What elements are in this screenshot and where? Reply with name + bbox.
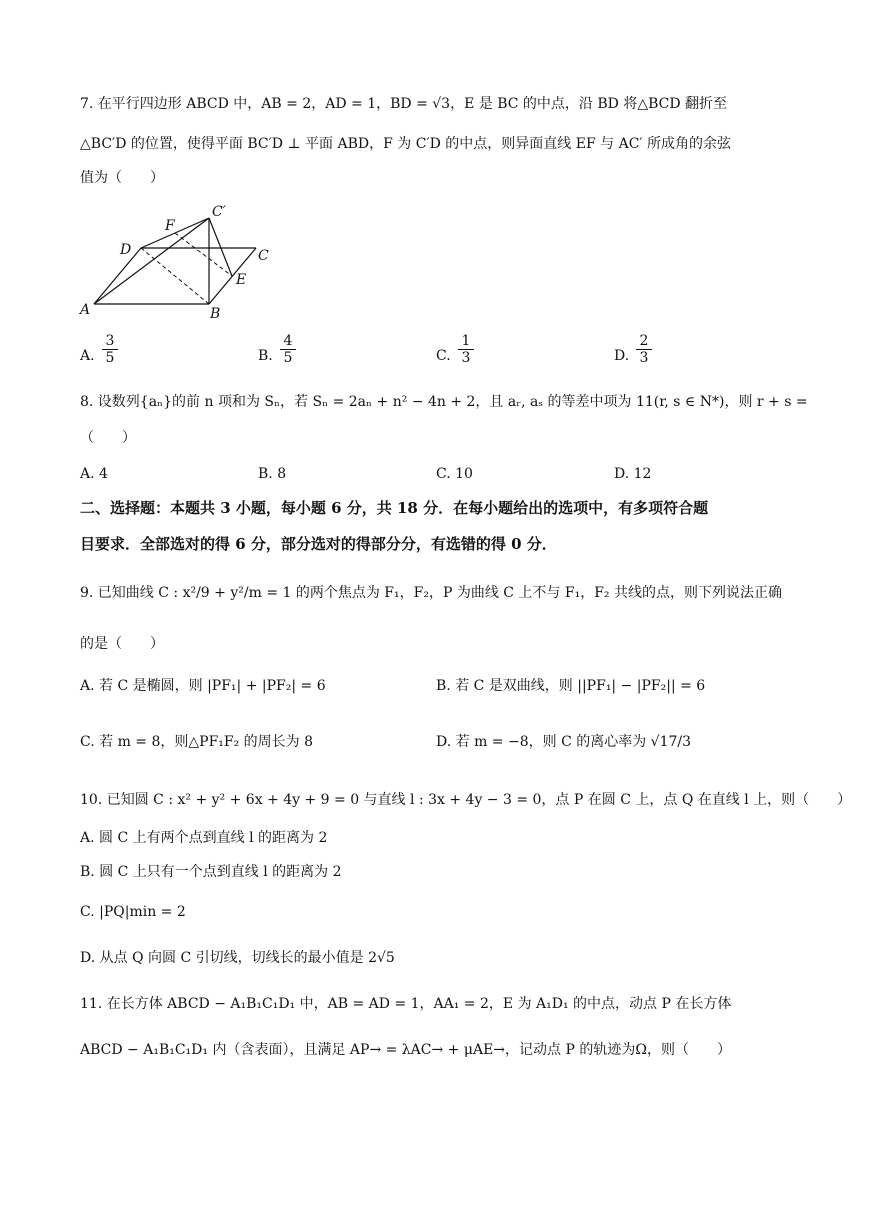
fraction-denominator: 5: [105, 350, 115, 366]
fraction-denominator: 3: [461, 350, 471, 366]
fraction-numerator: 2: [636, 333, 652, 350]
q7-line-1: 7. 在平行四边形 ABCD 中，AB = 2，AD = 1，BD = √3，E 是 BC 的中点，沿 BD 将△BCD 翻折至: [80, 96, 728, 112]
q9-option-c: C. 若 m = 8，则△PF₁F₂ 的周长为 8: [80, 734, 314, 750]
q7-option-b-label: B.: [258, 348, 273, 364]
label-F: F: [165, 218, 175, 234]
q10-option-c: C. |PQ|min = 2: [80, 904, 186, 920]
label-A: A: [80, 302, 91, 318]
label-E: E: [236, 272, 247, 288]
q8-option-a: A. 4: [80, 466, 108, 482]
fraction-numerator: 4: [280, 333, 296, 350]
q8-line-1: 8. 设数列{aₙ}的前 n 项和为 Sₙ，若 Sₙ = 2aₙ + n² − 4n + 2，且 aᵣ, aₛ 的等差中项为 11(r, s ∈ N*)，则 r + s =: [80, 394, 808, 410]
q8-line-2: （ ）: [80, 430, 136, 446]
q8-option-c: C. 10: [436, 466, 473, 482]
label-C1: C′: [212, 204, 226, 220]
q9-option-b: B. 若 C 是双曲线，则 ||PF₁| − |PF₂|| = 6: [436, 678, 706, 694]
q8-option-d: D. 12: [614, 466, 652, 482]
q7-line-3: 值为（ ）: [80, 170, 164, 186]
q7-option-c-fraction: [458, 333, 474, 366]
q9-option-a: A. 若 C 是椭圆，则 |PF₁| + |PF₂| = 6: [80, 678, 326, 694]
q7-option-c-label: C.: [436, 348, 451, 364]
q7-option-a-fraction: [102, 333, 118, 366]
q7-line-2: △BC′D 的位置，使得平面 BC′D ⊥ 平面 ABD，F 为 C′D 的中点，则异面直线 EF 与 AC′ 所成角的余弦: [80, 136, 732, 152]
q11-line-2: ABCD − A₁B₁C₁D₁ 内（含表面），且满足 AP→ = λAC→ + μAE→，记动点 P 的轨迹为Ω，则（ ）: [80, 1042, 731, 1058]
q7-option-d-label: D.: [614, 348, 630, 364]
q9-line-2: 的是（ ）: [80, 636, 164, 652]
q7-option-b-fraction: [280, 333, 296, 366]
q7-option-d-fraction: [636, 333, 652, 366]
edge-C-B: [209, 248, 256, 304]
fraction-numerator: 1: [458, 333, 474, 350]
fraction-denominator: 5: [283, 350, 293, 366]
label-C: C: [258, 248, 269, 264]
q10-line-1: 10. 已知圆 C : x² + y² + 6x + 4y + 9 = 0 与直线 l : 3x + 4y − 3 = 0，点 P 在圆 C 上，点 Q 在直线 l 上，则（ ）: [80, 792, 852, 808]
q11-line-1: 11. 在长方体 ABCD − A₁B₁C₁D₁ 中，AB = AD = 1，AA₁ = 2，E 为 A₁D₁ 的中点，动点 P 在长方体: [80, 996, 732, 1012]
q9-line-1: 9. 已知曲线 C : x²/9 + y²/m = 1 的两个焦点为 F₁，F₂，P 为曲线 C 上不与 F₁，F₂ 共线的点，则下列说法正确: [80, 585, 782, 601]
edge-D-B-dashed: [141, 248, 209, 304]
label-D: D: [120, 242, 132, 258]
fraction-numerator: 3: [102, 333, 118, 350]
q10-option-a: A. 圆 C 上有两个点到直线 l 的距离为 2: [80, 830, 328, 846]
edge-A-C1: [94, 218, 209, 304]
q10-option-b: B. 圆 C 上只有一个点到直线 l 的距离为 2: [80, 864, 342, 880]
edge-A-D: [94, 248, 141, 304]
q8-option-b: B. 8: [258, 466, 287, 482]
section2-heading-line-1: 二、选择题：本题共 3 小题，每小题 6 分，共 18 分．在每小题给出的选项中，有多项符合题: [80, 499, 709, 517]
section2-heading-line-2: 目要求．全部选对的得 6 分，部分选对的得部分分，有选错的得 0 分．: [80, 535, 557, 553]
q7-geometry-figure: [78, 200, 278, 330]
q7-option-a-label: A.: [80, 348, 95, 364]
label-B: B: [210, 306, 221, 322]
q10-option-d: D. 从点 Q 向圆 C 引切线，切线长的最小值是 2√5: [80, 950, 395, 966]
q9-option-d: D. 若 m = −8，则 C 的离心率为 √17/3: [436, 734, 692, 750]
fraction-denominator: 3: [639, 350, 649, 366]
